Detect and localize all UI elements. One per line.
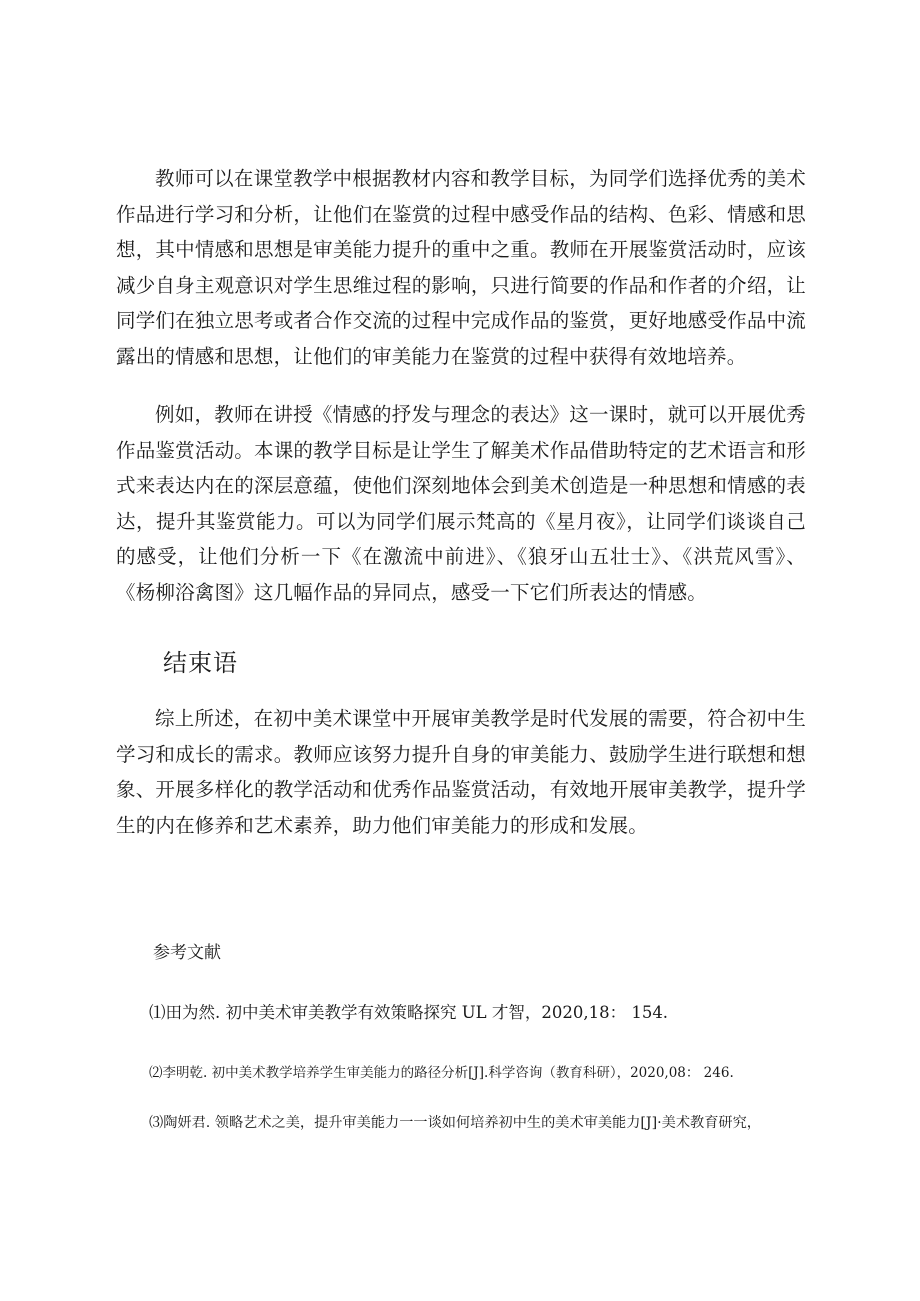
- reference-item: ⑵李明乾. 初中美术教学培养学生审美能力的路径分析[J].科学咨询（教育科研），2020,08： 246.: [149, 1065, 734, 1081]
- references-title: 参考文献: [153, 943, 221, 963]
- body-paragraph: 教师可以在课堂教学中根据教材内容和教学目标，为同学们选择优秀的美术作品进行学习和分析，让他们在鉴赏的过程中感受作品的结构、色彩、情感和思想，其中情感和思想是审美能力提升的重中之重。教师在开展鉴赏活动时，应该减少自身主观意识对学生思维过程的影响，只进行简要的作品和作者的介绍，让同学们在独立思考或者合作交流的过程中完成作品的鉴赏，更好地感受作品中流露出的情感和思想，让他们的审美能力在鉴赏的过程中获得有效地培养。: [116, 167, 806, 368]
- body-paragraph: 综上所述，在初中美术课堂中开展审美教学是时代发展的需要，符合初中生学习和成长的需求。教师应该努力提升自身的审美能力、鼓励学生进行联想和想象、开展多样化的教学活动和优秀作品鉴赏活动，有效地开展审美教学，提升学生的内在修养和艺术素养，助力他们审美能力的形成和发展。: [116, 707, 806, 837]
- reference-item: ⑶陶妍君. 领略艺术之美，提升审美能力一一谈如何培养初中生的美术审美能力[J]·美术教育研究，: [149, 1115, 761, 1131]
- section-heading: 结束语: [163, 649, 238, 677]
- reference-item: ⑴田为然. 初中美术审美教学有效策略探究 UL 才智，2020,18： 154.: [149, 1003, 669, 1022]
- body-paragraph: 例如，教师在讲授《情感的抒发与理念的表达》这一课时，就可以开展优秀作品鉴赏活动。本课的教学目标是让学生了解美术作品借助特定的艺术语言和形式来表达内在的深层意蕴，使他们深刻地体会到美术创造是一种思想和情感的表达，提升其鉴赏能力。可以为同学们展示梵高的《星月夜》，让同学们谈谈自己的感受，让他们分析一下《在激流中前进》、《狼牙山五壮士》、《洪荒风雪》、《杨柳浴禽图》这几幅作品的异同点，感受一下它们所表达的情感。: [116, 403, 806, 604]
